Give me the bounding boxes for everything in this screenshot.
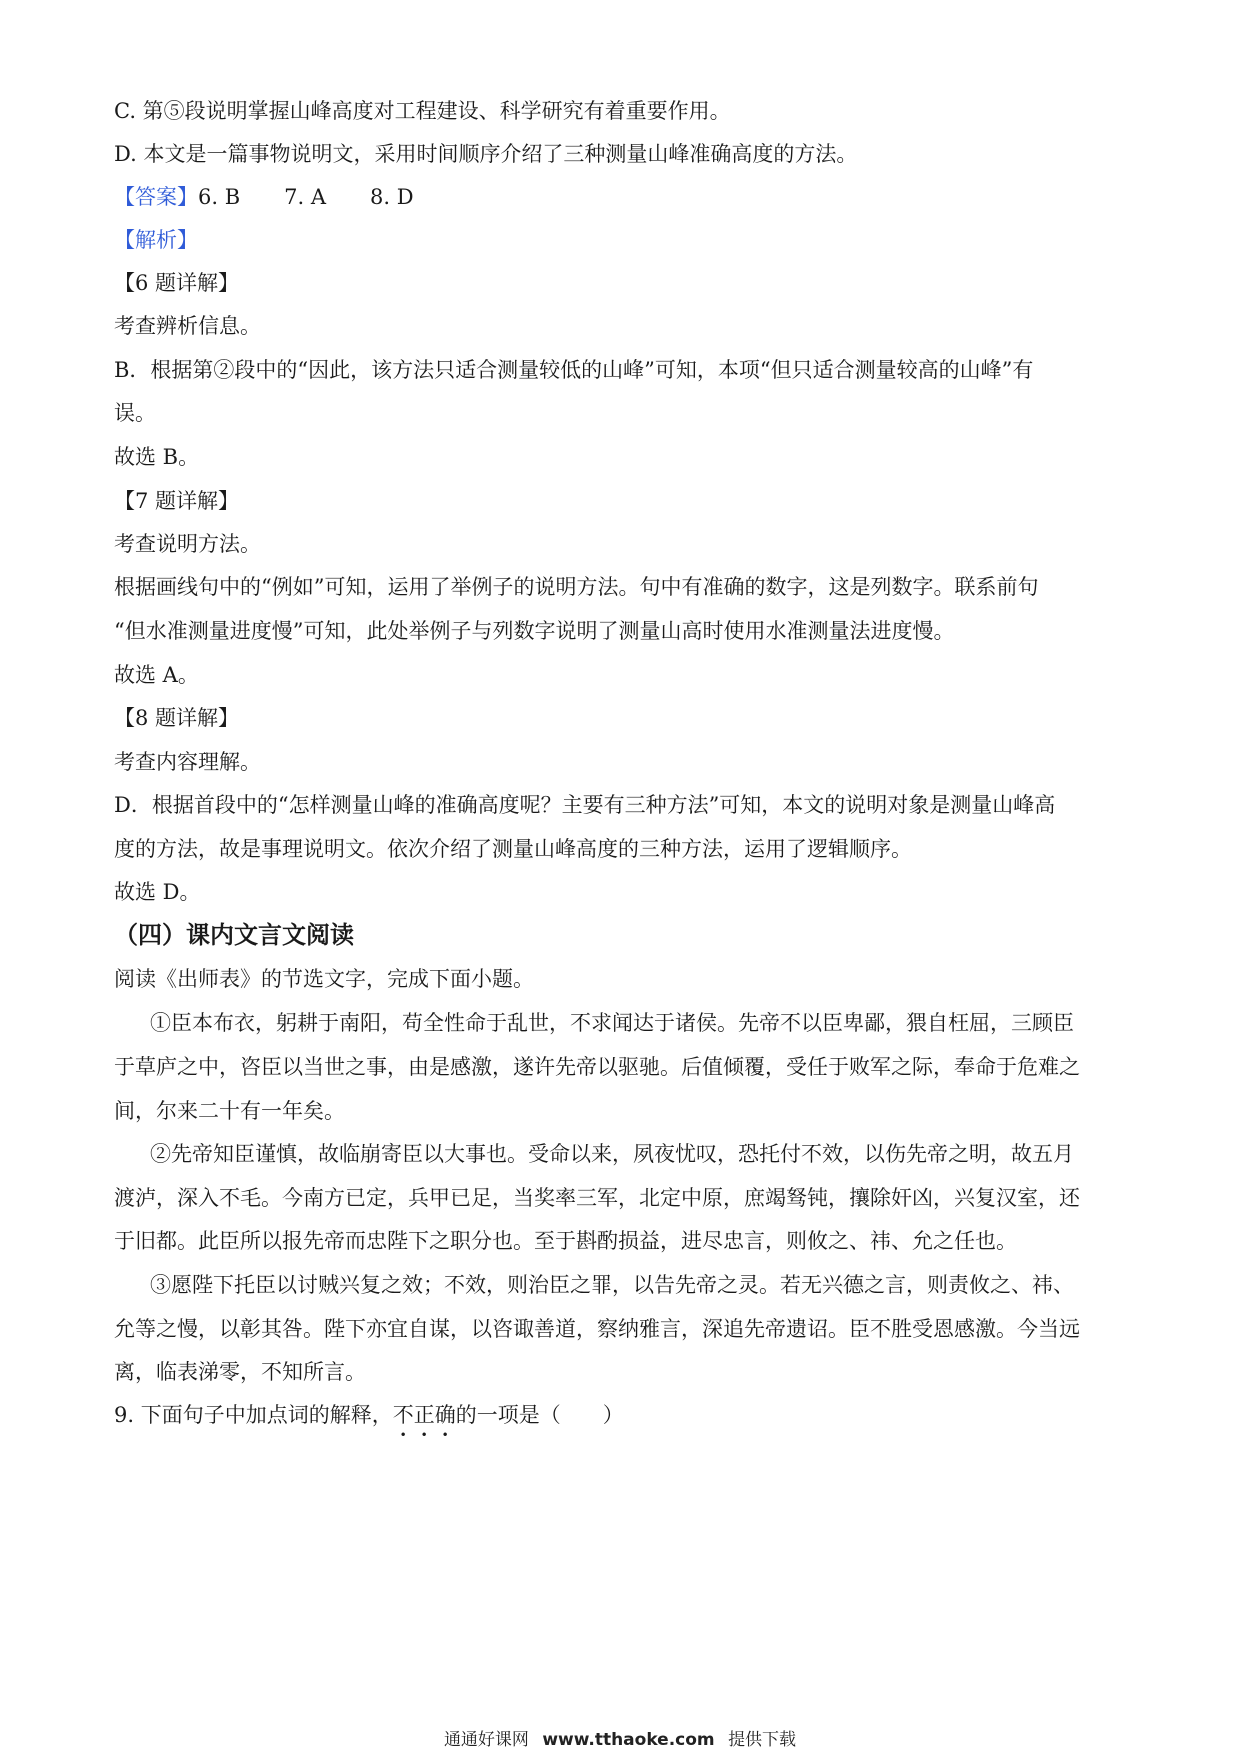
q7-heading: 【7 题详解】	[114, 489, 240, 513]
page-footer	[0, 1729, 1240, 1751]
answer-7: 7. A	[284, 185, 327, 209]
passage-p2-line-1: ②先帝知臣谨慎，故临崩寄臣以大事也。受命以来，夙夜忧叹，恐托付不效，以伤先帝之明，故五月	[150, 1142, 1074, 1166]
passage-p3-line-1: ③愿陛下托臣以讨贼兴复之效；不效，则治臣之罪，以告先帝之灵。若无兴德之言，则责攸之、祎、	[150, 1273, 1074, 1297]
option-d-line: D. 本文是一篇事物说明文，采用时间顺序介绍了三种测量山峰准确高度的方法。	[114, 142, 858, 166]
answer-8: 8. D	[370, 185, 414, 209]
emphasis-char: 正	[413, 1403, 435, 1427]
footer-site-name: 通通好课网	[443, 1730, 529, 1750]
q7-line-3: “但水准测量进度慢”可知，此处举例子与列数字说明了测量山高时使用水准测量法进度慢。	[114, 619, 955, 643]
q8-line-3: 度的方法，故是事理说明文。依次介绍了测量山峰高度的三种方法，运用了逻辑顺序。	[114, 837, 912, 861]
q6-line-1: 考查辨析信息。	[114, 314, 261, 338]
passage-p1-line-1: ①臣本布衣，躬耕于南阳，苟全性命于乱世，不求闻达于诸侯。先帝不以臣卑鄙，猥自枉屈，三顾臣	[150, 1011, 1074, 1035]
passage-p1-line-2: 于草庐之中，咨臣以当世之事，由是感激，遂许先帝以驱驰。后值倾覆，受任于败军之际，奉命于危难之	[114, 1055, 1080, 1079]
q7-line-4: 故选 A。	[114, 663, 199, 687]
reading-intro: 阅读《出师表》的节选文字，完成下面小题。	[114, 967, 534, 991]
footer-url-link[interactable]: www.tthaoke.com	[542, 1730, 715, 1750]
q7-line-1: 考查说明方法。	[114, 532, 261, 556]
answer-6: 6. B	[198, 185, 241, 209]
emphasis-char: 确	[434, 1403, 456, 1427]
passage-p2-line-3: 于旧都。此臣所以报先帝而忠陛下之职分也。至于斟酌损益，进尽忠言，则攸之、祎、允之任也。	[114, 1229, 1017, 1253]
section-title: （四）课内文言文阅读	[114, 920, 354, 949]
passage-p2-line-2: 渡泸，深入不毛。今南方已定，兵甲已足，当奖率三军，北定中原，庶竭驽钝，攘除奸凶，兴复汉室，还	[114, 1186, 1080, 1210]
footer-suffix: 提供下载	[728, 1730, 797, 1750]
q6-line-4: 故选 B。	[114, 445, 200, 469]
passage-p1-line-3: 间，尔来二十有一年矣。	[114, 1099, 345, 1123]
q7-line-2: 根据画线句中的“例如”可知，运用了举例子的说明方法。句中有准确的数字，这是列数字。联系前句	[114, 575, 1039, 599]
question-9-prefix: 9. 下面句子中加点词的解释，	[114, 1403, 393, 1427]
q6-heading: 【6 题详解】	[114, 271, 240, 295]
answer-label: 【答案】	[114, 185, 198, 209]
passage-p3-line-3: 离，临表涕零，不知所言。	[114, 1360, 366, 1384]
q8-heading: 【8 题详解】	[114, 706, 240, 730]
question-9-suffix: 的一项是（ ）	[455, 1403, 624, 1427]
q8-line-2: D．根据首段中的“怎样测量山峰的准确高度呢？主要有三种方法”可知，本文的说明对象是测量山峰高	[114, 793, 1056, 817]
question-9	[114, 1400, 1134, 1430]
q8-line-1: 考查内容理解。	[114, 750, 261, 774]
passage-p3-line-2: 允等之慢，以彰其咎。陛下亦宜自谋，以咨诹善道，察纳雅言，深追先帝遗诏。臣不胜受恩感激。今当远	[114, 1317, 1080, 1341]
q8-line-4: 故选 D。	[114, 880, 201, 904]
q6-line-3: 误。	[114, 401, 156, 425]
option-c-line: C. 第⑤段说明掌握山峰高度对工程建设、科学研究有着重要作用。	[114, 99, 731, 123]
answer-line	[114, 182, 1134, 212]
analysis-label: 【解析】	[114, 228, 198, 252]
q6-line-2: B．根据第②段中的“因此，该方法只适合测量较低的山峰”可知，本项“但只适合测量较高的山峰”有	[114, 358, 1034, 382]
emphasis-char: 不	[392, 1403, 414, 1427]
